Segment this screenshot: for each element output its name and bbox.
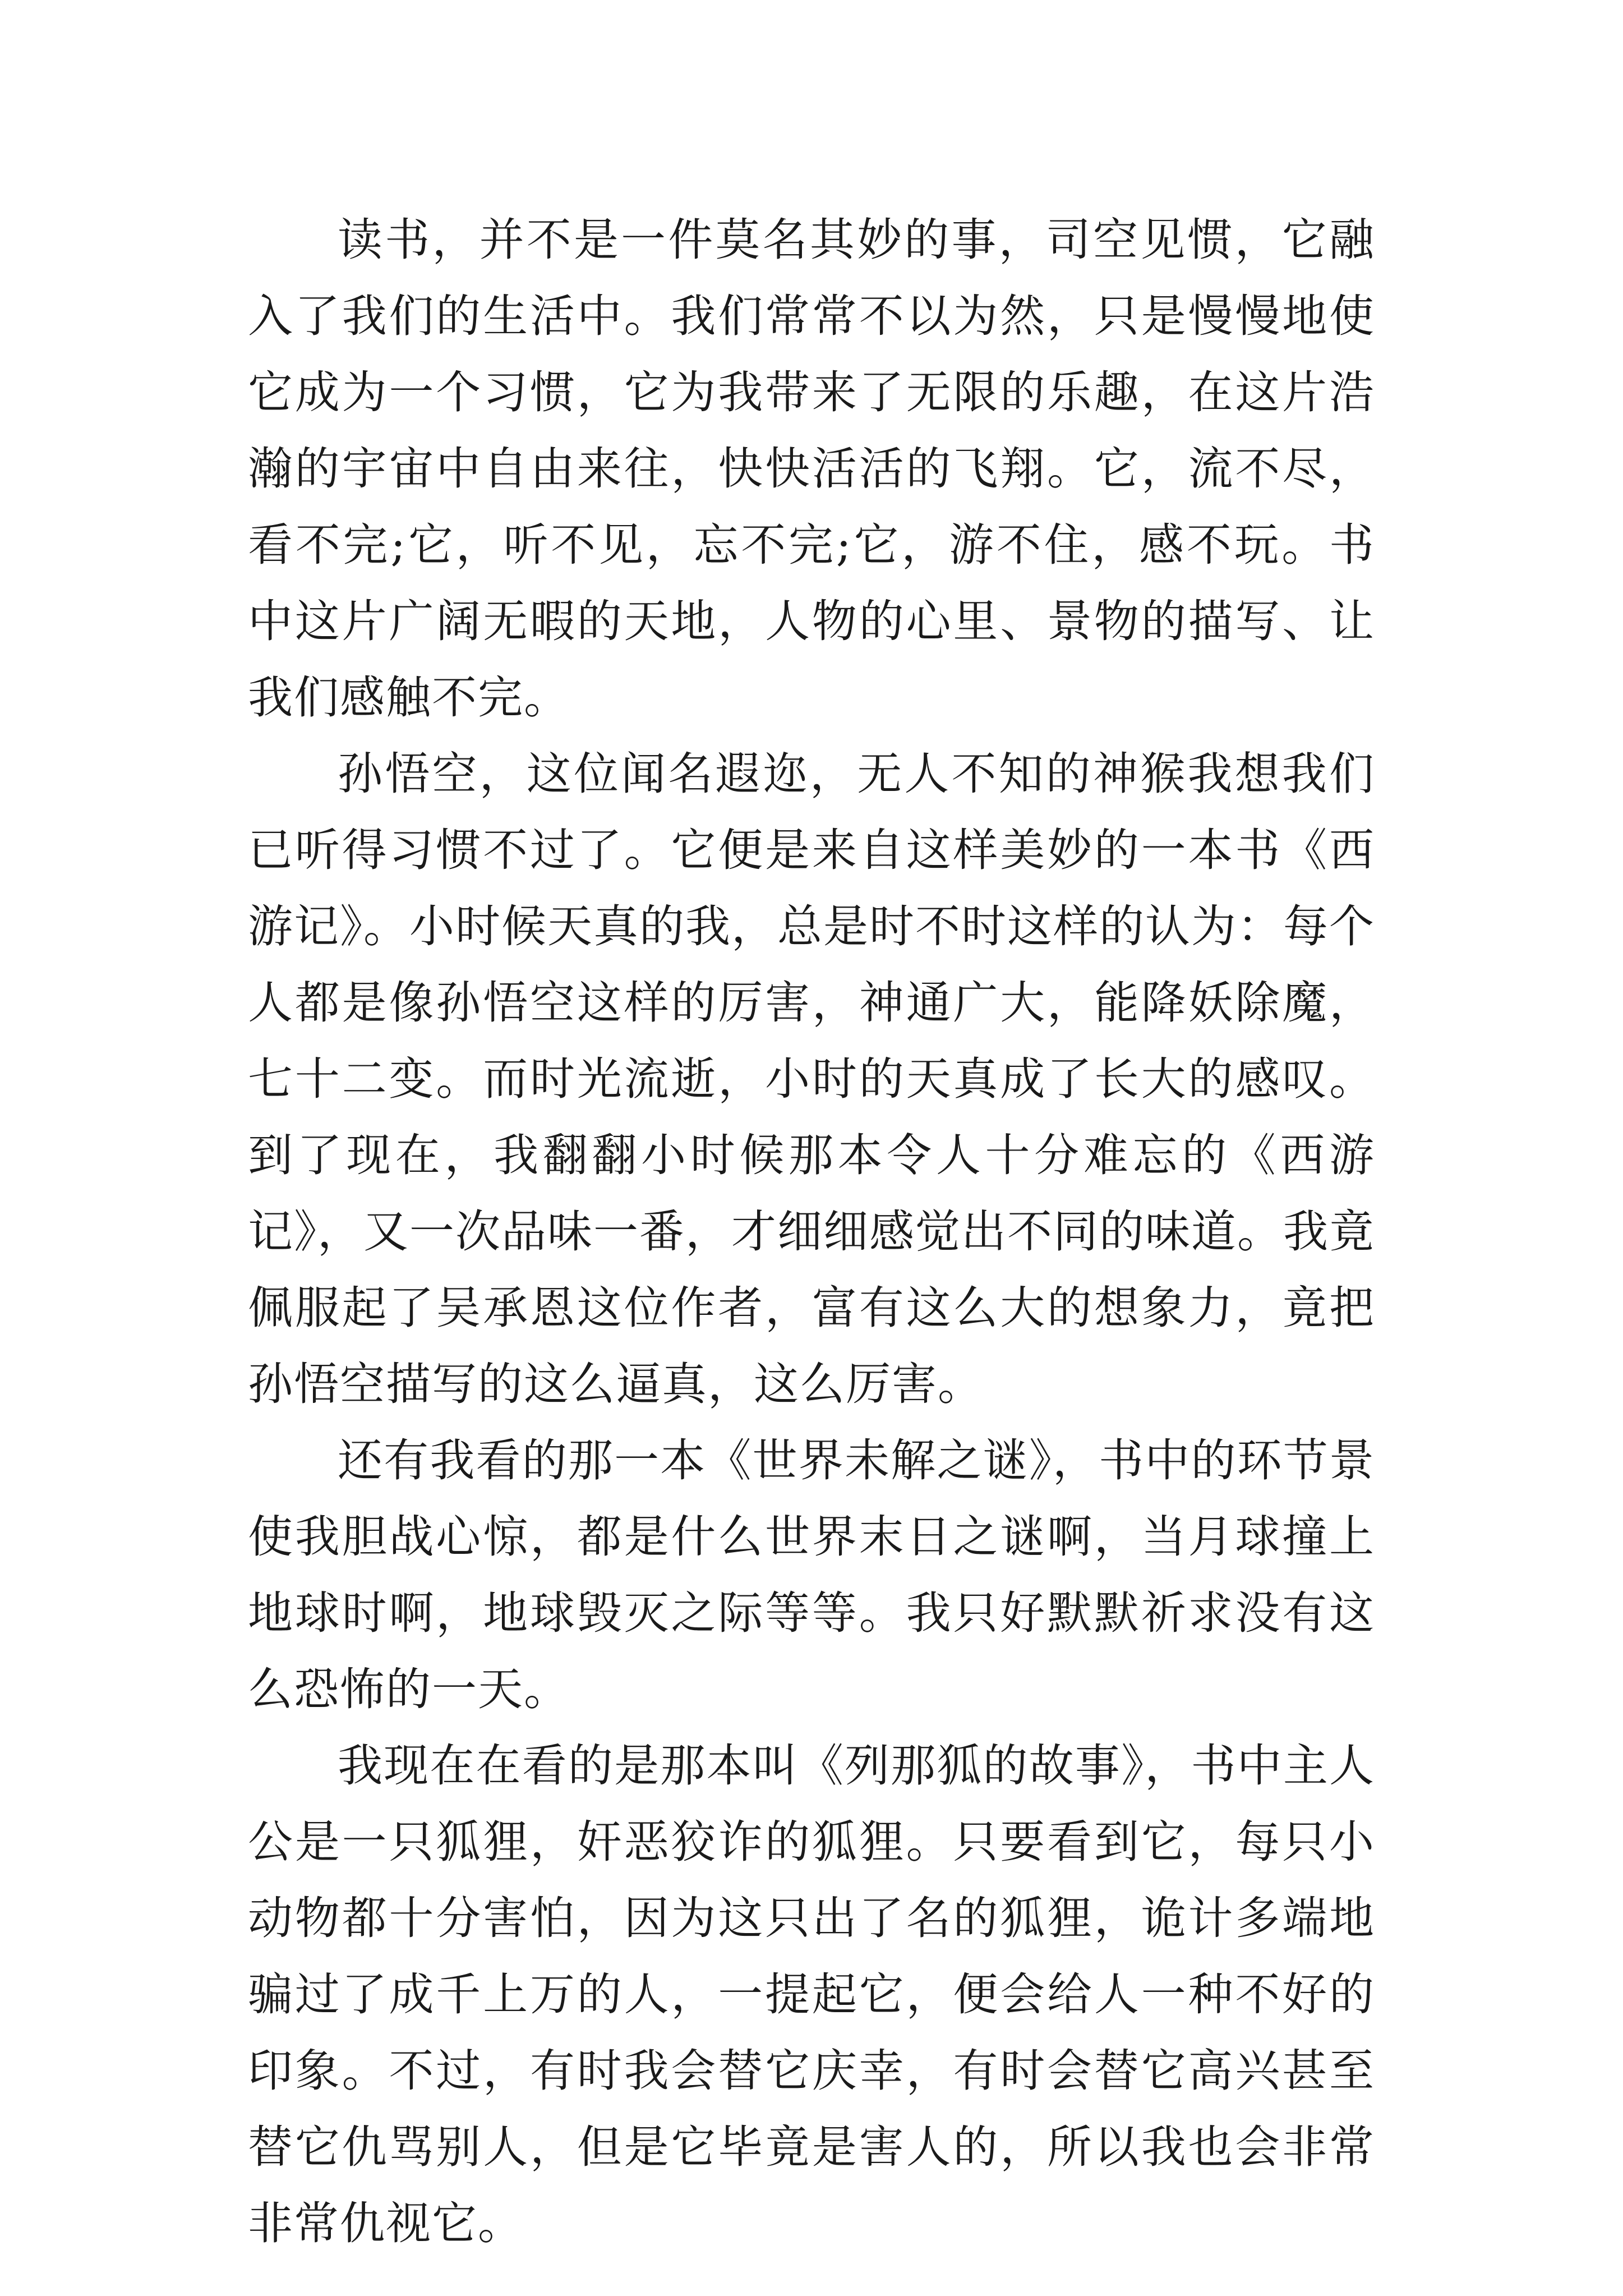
paragraph: 还有我看的那一本《世界未解之谜》，书中的环节景使我胆战心惊，都是什么世界末日之谜啊，当月球撞上地球时啊，地球毁灭之际等等。我只好默默祈求没有这么恐怖的一天。 — [248, 1434, 1375, 1715]
paragraph: 孙悟空，这位闻名遐迩，无人不知的神猴我想我们已听得习惯不过了。它便是来自这样美妙的一本书《西游记》。小时候天真的我，总是时不时这样的认为：每个人都是像孙悟空这样的厉害，神通广大，能降妖除魔，七十二变。而时光流逝，小时的天真成了长大的感叹。到了现在，我翻翻小时候那本令人十分难忘的《西游记》，又一次品味一番，才细细感觉出不同的味道。我竟佩服起了吴承恩这位作者，富有这么大的想象力，竟把孙悟空描写的这么逼真，这么厉害。 — [248, 748, 1375, 1410]
paragraph: 我现在在看的是那本叫《列那狐的故事》，书中主人公是一只狐狸，奸恶狡诈的狐狸。只要看到它，每只小动物都十分害怕，因为这只出了名的狐狸，诡计多端地骗过了成千上万的人，一提起它，便会给人一种不好的印象。不过，有时我会替它庆幸，有时会替它高兴甚至替它仇骂别人，但是它毕竟是害人的，所以我也会非常非常仇视它。 — [248, 1740, 1375, 2249]
paragraph: 读书，并不是一件莫名其妙的事，司空见惯，它融入了我们的生活中。我们常常不以为然，只是慢慢地使它成为一个习惯，它为我带来了无限的乐趣，在这片浩瀚的宇宙中自由来往，快快活活的飞翔。它，流不尽，看不完;它，听不见，忘不完;它，游不住，感不玩。书中这片广阔无暇的天地，人物的心里、景物的描写、让我们感触不完。 — [248, 214, 1375, 724]
essay-body — [248, 202, 1375, 2262]
